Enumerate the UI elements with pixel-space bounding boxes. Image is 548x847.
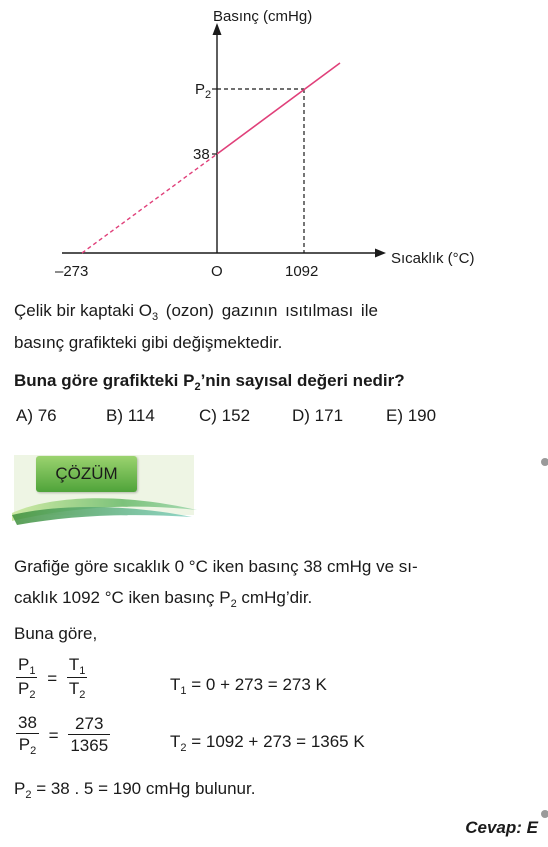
result-sub: 2 <box>25 789 32 801</box>
t2-value: = 1092 + 273 = 1365 K <box>186 732 365 751</box>
fraction-t1-t2 <box>67 655 88 702</box>
extrapolated-line <box>82 154 217 253</box>
t1-equation <box>170 674 327 698</box>
result-symbol: P <box>14 779 26 798</box>
question-prompt <box>14 370 405 394</box>
result-line <box>14 778 255 802</box>
eq2-lhs-num: 38 <box>18 713 37 732</box>
question-line-2: basınç grafikteki gibi değişmektedir. <box>14 333 283 352</box>
p2-label-main: P <box>195 81 206 98</box>
option-c: C) 152 <box>199 406 251 425</box>
question-prompt-a: Buna göre grafikteki P <box>14 371 195 390</box>
fraction-273-1365 <box>68 714 110 757</box>
equation-substituted <box>16 713 110 758</box>
question-line-1-b: (ozon) gazının ısıtılması ile <box>158 301 378 320</box>
option-a: A) 76 <box>16 406 57 425</box>
y-axis-label: Basınç (cmHg) <box>213 8 313 25</box>
t2-equation <box>170 731 365 755</box>
equation-ratio <box>16 655 87 702</box>
fraction-38-p2 <box>16 713 39 758</box>
answer-options <box>16 405 436 427</box>
t2-symbol: T <box>170 732 181 751</box>
o3-subscript: 3 <box>151 311 159 323</box>
eq2-rhs-num: 273 <box>68 714 110 735</box>
eq1-lhs-den-sub: 2 <box>29 689 36 701</box>
t1-symbol: T <box>170 675 181 694</box>
t1-sub: 1 <box>180 685 187 697</box>
y-38-label: 38 <box>193 146 210 163</box>
solution-line-3: Buna göre, <box>14 624 98 643</box>
question-prompt-b: ’nin sayısal değeri nedir? <box>200 371 405 390</box>
t1-value: = 0 + 273 = 273 K <box>186 675 327 694</box>
eq2-lhs-den-sub: 2 <box>30 745 37 757</box>
eq1-rhs-den: T <box>68 679 80 698</box>
option-e: E) 190 <box>386 406 437 425</box>
x-axis-label: Sıcaklık (°C) <box>391 250 475 267</box>
origin-label: O <box>211 263 223 280</box>
solution-line-2 <box>14 587 312 611</box>
eq1-lhs-num-sub: 1 <box>29 665 36 677</box>
eq1-lhs-den: P <box>18 679 30 698</box>
answer-label: Cevap: E <box>465 818 538 837</box>
eq1-rhs-num: T <box>68 655 80 674</box>
pressure-line <box>217 63 340 154</box>
solution-line-2-a: caklık 1092 °C iken basınç P <box>14 588 231 607</box>
eq1-lhs-num: P <box>18 655 30 674</box>
question-line-1 <box>14 300 510 324</box>
page-marker-dot-top <box>541 458 548 466</box>
x-axis-arrow <box>375 249 386 258</box>
solution-line-1: Grafiğe göre sıcaklık 0 °C iken basınç 38 cmHg ve sı- <box>14 557 418 576</box>
question-line-1-a: Çelik bir kaptaki O <box>14 301 152 320</box>
pressure-temperature-graph <box>0 0 548 290</box>
solution-line-2-sub: 2 <box>230 598 237 610</box>
page-marker-dot-bottom <box>541 810 548 818</box>
result-value: = 38 . 5 = 190 cmHg bulunur. <box>31 779 256 798</box>
x-1092-label: 1092 <box>285 263 319 280</box>
eq1-equals: = <box>47 668 58 688</box>
option-d: D) 171 <box>292 406 344 425</box>
prompt-subscript: 2 <box>194 381 201 393</box>
x-minus273-label: –273 <box>55 263 89 280</box>
eq1-rhs-den-sub: 2 <box>79 689 86 701</box>
eq2-rhs-den: 1365 <box>70 736 109 755</box>
cozum-label: ÇÖZÜM <box>36 456 137 492</box>
p2-label <box>195 81 211 101</box>
fraction-p1-p2 <box>16 655 37 702</box>
eq1-rhs-num-sub: 1 <box>79 665 86 677</box>
eq2-lhs-den: P <box>18 735 31 754</box>
eq2-equals: = <box>48 725 59 745</box>
option-b: B) 114 <box>106 406 155 425</box>
t2-sub: 2 <box>180 742 187 754</box>
solution-line-2-b: cmHg’dir. <box>236 588 313 607</box>
p2-label-sub: 2 <box>205 89 212 101</box>
